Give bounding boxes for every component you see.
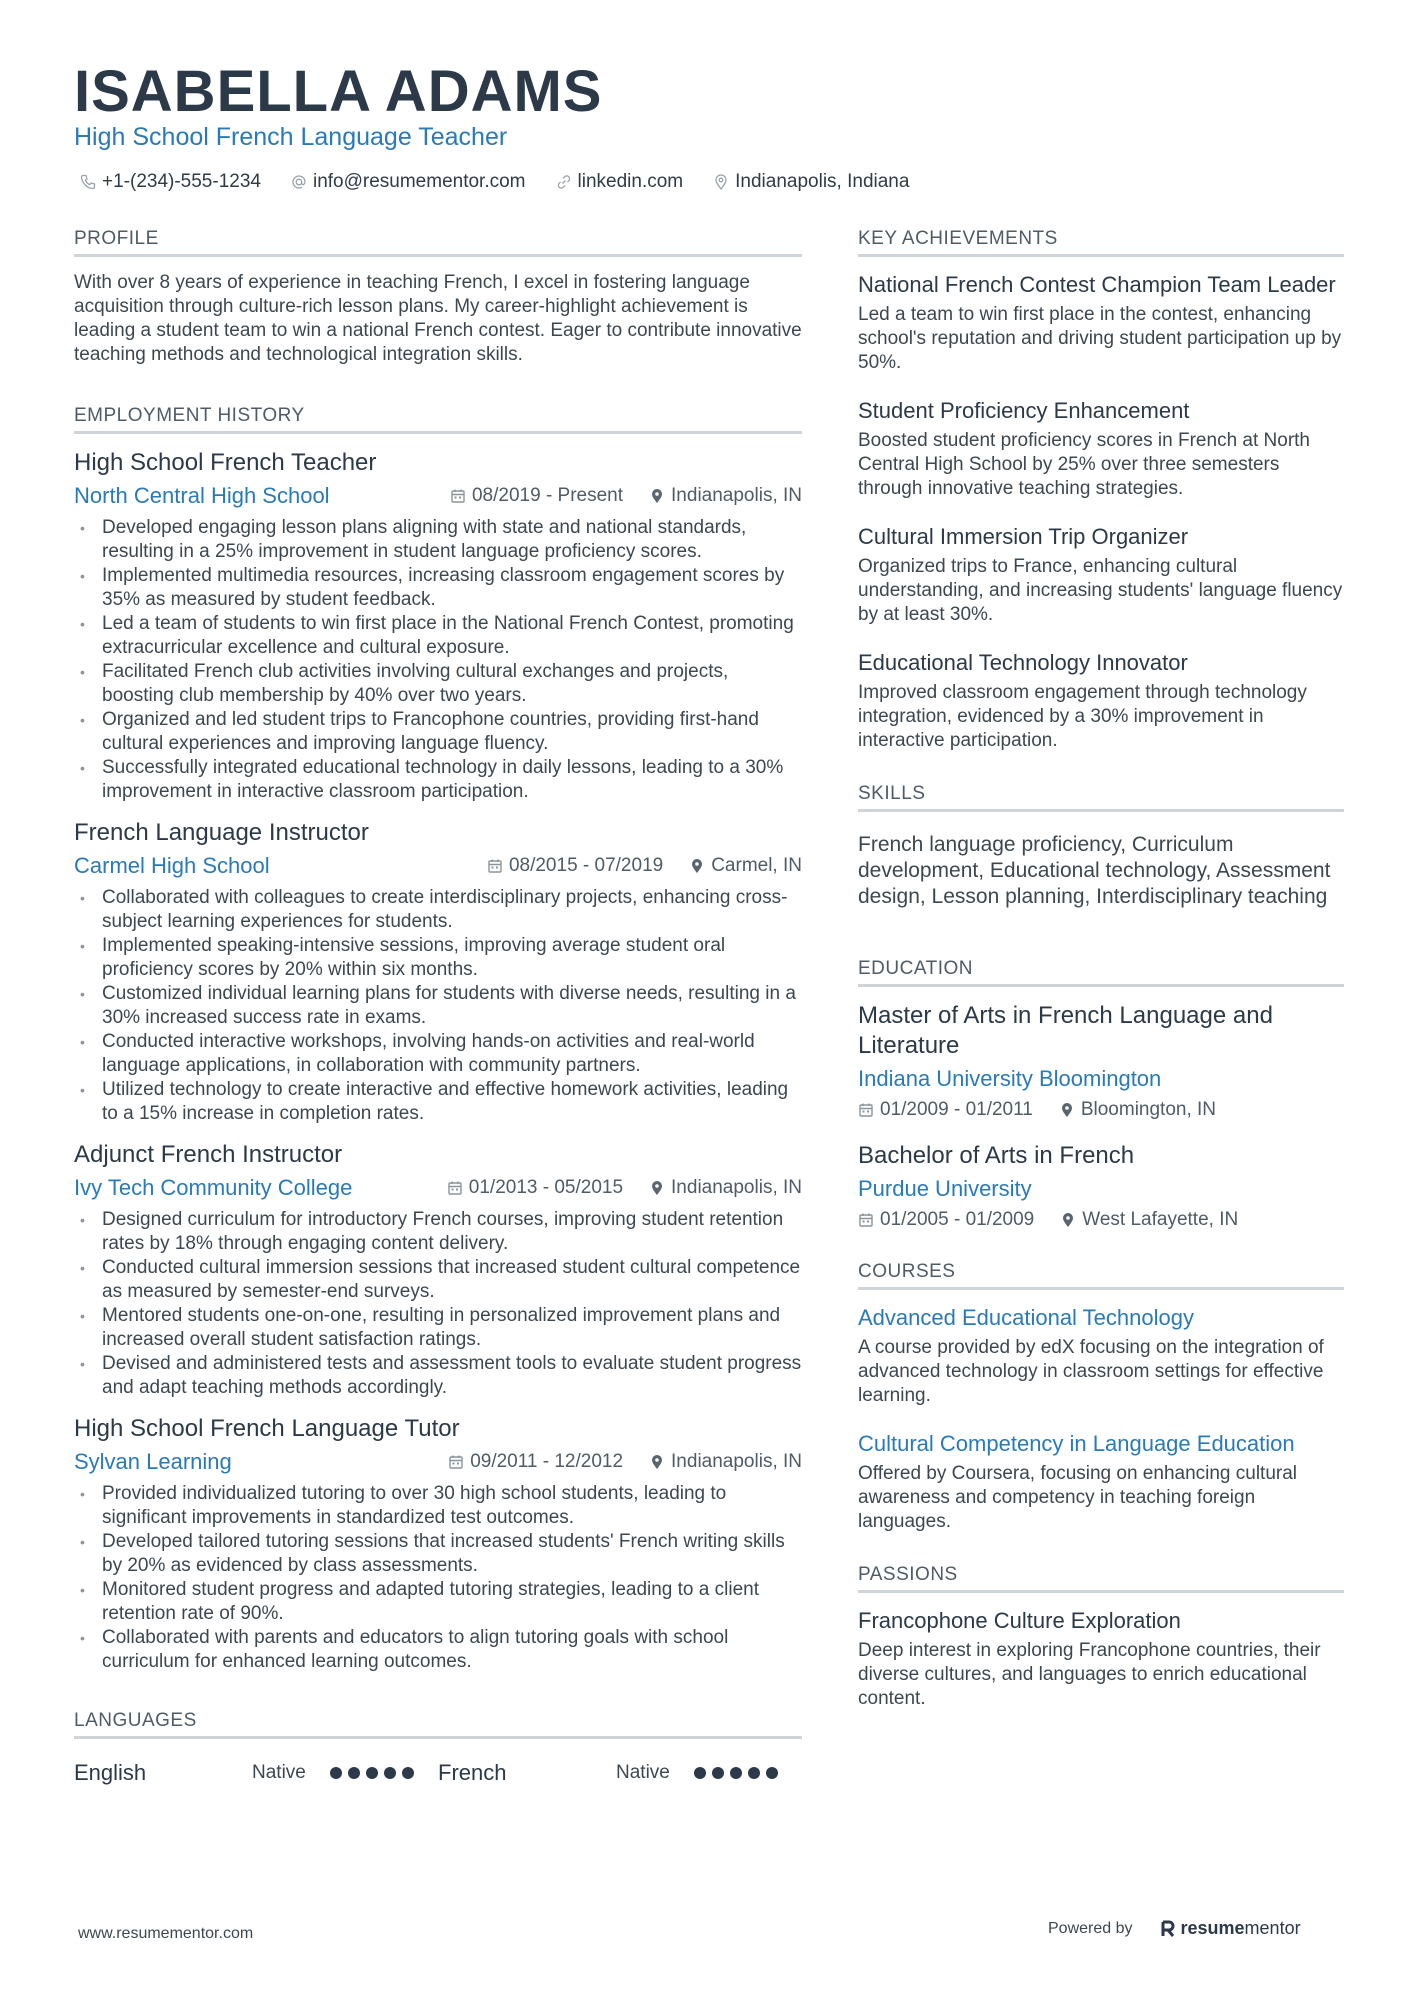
job-location-text: Indianapolis, IN [671, 1451, 802, 1472]
education-heading: EDUCATION [858, 958, 1344, 987]
achievement-title: Cultural Immersion Trip Organizer [858, 524, 1189, 549]
rating-dot [330, 1767, 342, 1779]
left-column [74, 228, 802, 1787]
achievement-item [858, 523, 1344, 627]
language-item [438, 1760, 802, 1786]
resumementor-logo-icon [1161, 1920, 1175, 1938]
contact-location [713, 170, 909, 194]
job-title: Adjunct French Instructor [74, 1141, 343, 1168]
rating-dot [348, 1767, 360, 1779]
language-list [74, 1759, 802, 1787]
education-list [858, 1001, 1344, 1233]
rating-dot [694, 1767, 706, 1779]
rating-dot [748, 1767, 760, 1779]
language-level: Native [252, 1762, 306, 1783]
education-location [1059, 1099, 1216, 1121]
course-item [858, 1304, 1344, 1408]
employer-name: Carmel High School [74, 853, 270, 878]
candidate-name: ISABELLA ADAMS [74, 59, 603, 124]
language-name: English [74, 1760, 147, 1785]
job-title: French Language Instructor [74, 819, 369, 846]
job-list [74, 448, 802, 1674]
passions-heading: PASSIONS [858, 1564, 1344, 1593]
phone-text: +1-(234)-555-1234 [102, 171, 261, 192]
job-entry [74, 818, 802, 1126]
degree-title: Master of Arts in French Language and Literature [858, 1002, 1273, 1059]
brand-logo[interactable] [1161, 1918, 1301, 1939]
location-pin-icon [649, 488, 665, 504]
education-dates [858, 1099, 1033, 1121]
job-entry [74, 1414, 802, 1674]
job-dates [487, 855, 663, 877]
profile-heading: PROFILE [74, 228, 802, 257]
employment-heading: EMPLOYMENT HISTORY [74, 405, 802, 434]
passion-title: Francophone Culture Exploration [858, 1608, 1181, 1633]
calendar-icon [450, 488, 466, 504]
bullet-item: • Customized individual learning plans for students with diverse needs, resulting in a 30% increased success rate in exams. [74, 982, 802, 1030]
job-dates [448, 1451, 623, 1473]
bullet-item: • Collaborated with colleagues to create interdisciplinary projects, enhancing cross-subject learning experiences for students. [74, 886, 802, 934]
job-bullets [74, 1208, 802, 1400]
passion-item [858, 1607, 1344, 1711]
job-location [649, 1177, 802, 1199]
bullet-item: • Successfully integrated educational technology in daily lessons, leading to a 30% improvement in interactive classroom participation. [74, 756, 802, 804]
link-icon [556, 174, 572, 190]
job-location-text: Carmel, IN [711, 855, 802, 876]
bullet-item: • Facilitated French club activities involving cultural exchanges and projects, boosting club membership by 40% over two years. [74, 660, 802, 708]
bullet-item: • Utilized technology to create interactive and effective homework activities, leading to a 15% increase in completion rates. [74, 1078, 802, 1126]
education-item [858, 1141, 1344, 1233]
bullet-item: • Conducted interactive workshops, involving hands-on activities and real-world language applications, in collaboration with community partners. [74, 1030, 802, 1078]
at-icon [291, 174, 307, 190]
achievement-title: Educational Technology Innovator [858, 650, 1188, 675]
job-dates-text: 01/2013 - 05/2015 [468, 1177, 624, 1198]
employer-name: North Central High School [74, 483, 330, 508]
location-pin-icon [649, 1454, 665, 1470]
achievement-list [858, 271, 1344, 753]
achievement-text: Led a team to win first place in the contest, enhancing school's reputation and driving student participation up by 50%. [858, 304, 1342, 373]
job-dates-text: 08/2015 - 07/2019 [508, 855, 664, 876]
achievement-text: Improved classroom engagement through technology integration, evidenced by a 30% improvement in interactive participation. [858, 682, 1307, 751]
course-text: Offered by Coursera, focusing on enhancing cultural awareness and competency in teaching foreign languages. [858, 1463, 1298, 1532]
course-title: Cultural Competency in Language Education [858, 1431, 1295, 1456]
contact-email[interactable] [291, 170, 526, 194]
education-meta [858, 1207, 1344, 1233]
bullet-item: • Organized and led student trips to Francophone countries, providing first-hand cultural experiences and improving language fluency. [74, 708, 802, 756]
bullet-item: • Implemented speaking-intensive sessions, improving average student oral proficiency scores by 20% within six months. [74, 934, 802, 982]
phone-icon [80, 174, 96, 190]
rating-dot [384, 1767, 396, 1779]
school-name: Purdue University [858, 1176, 1032, 1201]
skills-heading: SKILLS [858, 783, 1344, 812]
calendar-icon [448, 1454, 464, 1470]
employer-name: Sylvan Learning [74, 1449, 232, 1474]
location-pin-icon [1059, 1102, 1075, 1118]
education-dates-text: 01/2005 - 01/2009 [880, 1209, 1035, 1230]
course-list [858, 1304, 1344, 1534]
languages-heading: LANGUAGES [74, 1710, 802, 1739]
powered-by-text: Powered by [1048, 1919, 1133, 1937]
calendar-icon [858, 1212, 874, 1228]
rating-dot [402, 1767, 414, 1779]
language-level: Native [616, 1762, 670, 1783]
rating-dot [712, 1767, 724, 1779]
location-pin-icon [713, 174, 729, 190]
passion-text: Deep interest in exploring Francophone countries, their diverse cultures, and languages to enrich educational content. [858, 1640, 1321, 1709]
location-pin-icon [1060, 1212, 1076, 1228]
location-text: Indianapolis, Indiana [735, 171, 910, 192]
bullet-item: • Devised and administered tests and assessment tools to evaluate student progress and adapt teaching methods accordingly. [74, 1352, 802, 1400]
job-dates-text: 08/2019 - Present [471, 485, 624, 506]
contact-linkedin[interactable] [556, 170, 684, 194]
job-dates [447, 1177, 623, 1199]
achievement-text: Boosted student proficiency scores in French at North Central High School by 25% over three semesters through innovative teaching strategies. [858, 430, 1311, 499]
achievement-item [858, 397, 1344, 501]
job-location [649, 1451, 802, 1473]
linkedin-text: linkedin.com [577, 171, 684, 192]
calendar-icon [487, 858, 503, 874]
rating-dot [366, 1767, 378, 1779]
bullet-item: • Implemented multimedia resources, increasing classroom engagement scores by 35% as measured by student feedback. [74, 564, 802, 612]
calendar-icon [447, 1180, 463, 1196]
job-entry [74, 1140, 802, 1400]
job-entry [74, 448, 802, 804]
location-pin-icon [689, 858, 705, 874]
education-dates [858, 1209, 1034, 1231]
bullet-item: • Monitored student progress and adapted tutoring strategies, leading to a client retention rate of 90%. [74, 1578, 802, 1626]
achievement-title: Student Proficiency Enhancement [858, 398, 1190, 423]
language-rating [330, 1767, 414, 1779]
email-text: info@resumementor.com [312, 171, 526, 192]
education-location-text: West Lafayette, IN [1082, 1209, 1239, 1230]
job-title: High School French Teacher [74, 449, 377, 476]
bullet-item: • Designed curriculum for introductory French courses, improving student retention rates by 18% through engaging content delivery. [74, 1208, 802, 1256]
calendar-icon [858, 1102, 874, 1118]
profile-text: With over 8 years of experience in teaching French, I excel in fostering language acquisition through culture-rich lesson plans. My career-highlight achievement is leading a student team to win a national French contest. Eager to contribute innovative teaching methods and technological integration skills. [74, 272, 802, 365]
education-location [1060, 1209, 1238, 1231]
job-location-text: Indianapolis, IN [671, 485, 802, 506]
location-pin-icon [649, 1180, 665, 1196]
course-text: A course provided by edX focusing on the integration of advanced technology in classroom settings for effective learning. [858, 1337, 1324, 1406]
achievement-text: Organized trips to France, enhancing cultural understanding, and increasing students' language fluency by at least 30%. [858, 556, 1343, 625]
job-meta [74, 1448, 802, 1476]
footer-branding [1048, 1918, 1301, 1939]
courses-heading: COURSES [858, 1261, 1344, 1290]
contact-bar [80, 170, 909, 194]
rating-dot [766, 1767, 778, 1779]
language-name: French [438, 1760, 507, 1785]
job-location-text: Indianapolis, IN [671, 1177, 802, 1198]
bullet-item: • Collaborated with parents and educators to align tutoring goals with school curriculum for enhanced learning outcomes. [74, 1626, 802, 1674]
bullet-item: • Conducted cultural immersion sessions that increased student cultural competence as measured by semester-end surveys. [74, 1256, 802, 1304]
bullet-item: • Provided individualized tutoring to over 30 high school students, leading to significant improvements in standardized test outcomes. [74, 1482, 802, 1530]
job-bullets [74, 886, 802, 1126]
achievement-item [858, 271, 1344, 375]
job-bullets [74, 1482, 802, 1674]
candidate-title: High School French Language Teacher [74, 123, 508, 151]
bullet-item: • Developed engaging lesson plans aligning with state and national standards, resulting in a 25% improvement in student language proficiency scores. [74, 516, 802, 564]
brand-rest: mentor [1244, 1918, 1301, 1938]
degree-title: Bachelor of Arts in French [858, 1142, 1135, 1169]
job-bullets [74, 516, 802, 804]
bullet-item: • Led a team of students to win first place in the National French Contest, promoting extracurricular excellence and cultural exposure. [74, 612, 802, 660]
education-meta [858, 1097, 1344, 1123]
job-meta [74, 1174, 802, 1202]
job-location [689, 855, 802, 877]
brand-bold: resume [1180, 1918, 1245, 1938]
job-meta [74, 852, 802, 880]
course-title: Advanced Educational Technology [858, 1305, 1194, 1330]
employer-name: Ivy Tech Community College [74, 1175, 353, 1200]
course-item [858, 1430, 1344, 1534]
passion-list [858, 1607, 1344, 1711]
job-dates [450, 485, 623, 507]
skills-text: French language proficiency, Curriculum development, Educational technology, Assessment design, Lesson planning, Interdisciplinary teaching [858, 833, 1331, 908]
education-dates-text: 01/2009 - 01/2011 [880, 1099, 1033, 1120]
job-title: High School French Language Tutor [74, 1415, 460, 1442]
bullet-item: • Developed tailored tutoring sessions that increased students' French writing skills by 20% as evidenced by class assessments. [74, 1530, 802, 1578]
bullet-item: • Mentored students one-on-one, resulting in personalized improvement plans and increased overall student satisfaction ratings. [74, 1304, 802, 1352]
language-rating [694, 1767, 778, 1779]
job-meta [74, 482, 802, 510]
footer-website[interactable]: www.resumementor.com [78, 1925, 254, 1942]
right-column [858, 228, 1344, 1733]
education-location-text: Bloomington, IN [1080, 1099, 1217, 1120]
education-item [858, 1001, 1344, 1123]
achievement-item [858, 649, 1344, 753]
job-dates-text: 09/2011 - 12/2012 [470, 1451, 624, 1472]
contact-phone[interactable] [80, 170, 261, 194]
achievements-heading: KEY ACHIEVEMENTS [858, 228, 1344, 257]
language-item [74, 1760, 438, 1786]
rating-dot [730, 1767, 742, 1779]
job-location [649, 485, 802, 507]
school-name: Indiana University Bloomington [858, 1066, 1162, 1091]
achievement-title: National French Contest Champion Team Leader [858, 272, 1336, 297]
